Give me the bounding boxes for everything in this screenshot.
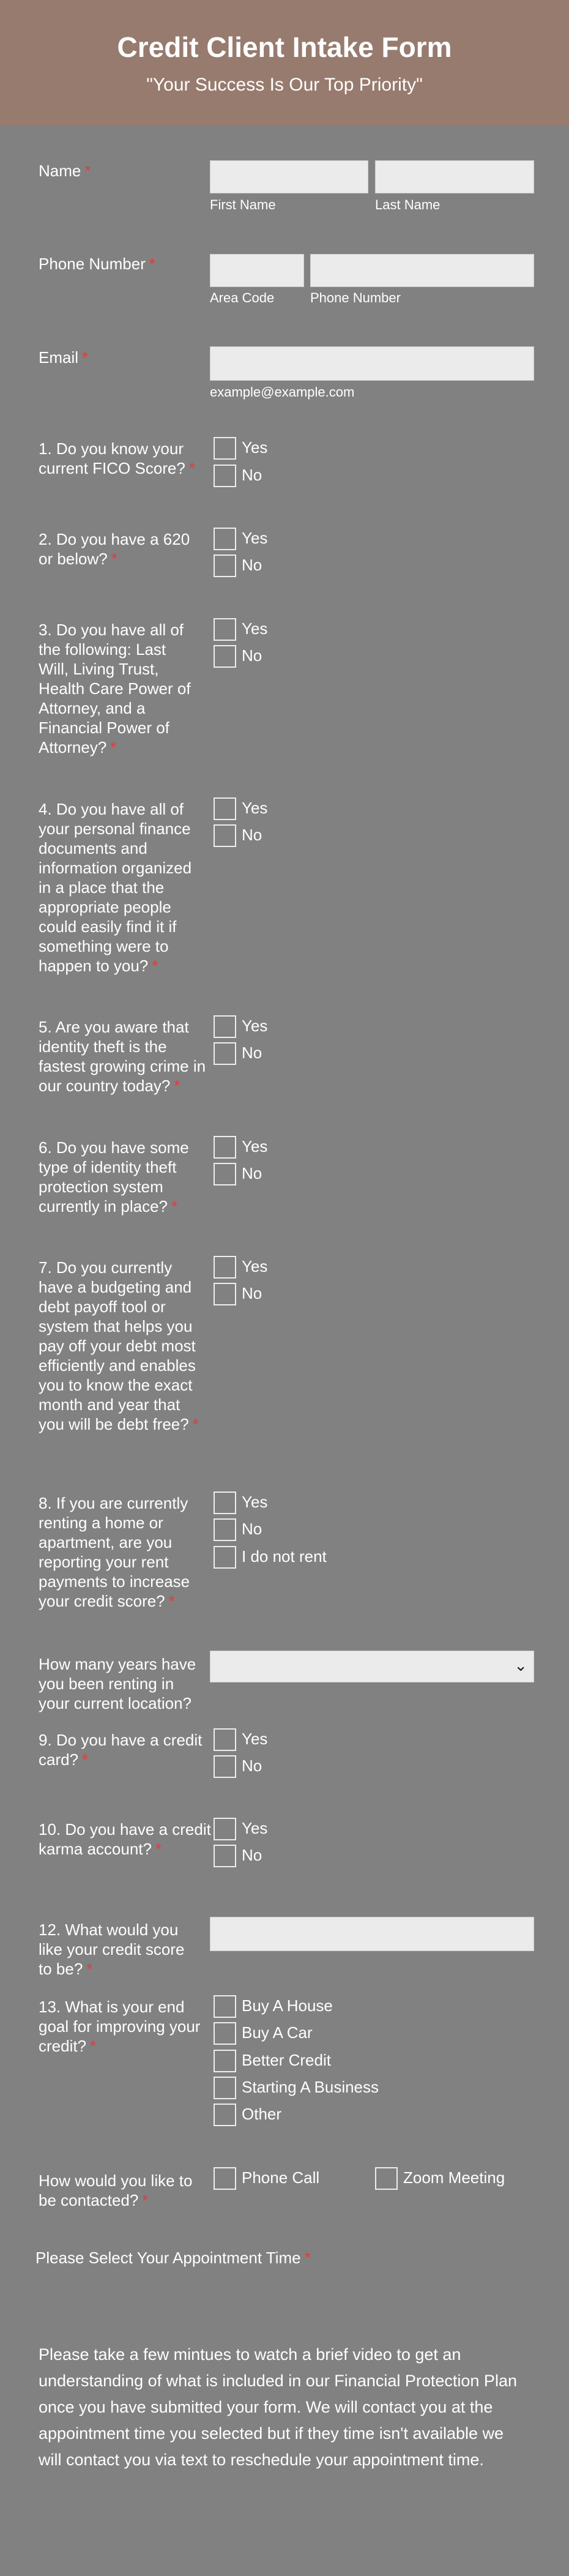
required-marker: * [90,2037,97,2055]
credit-score-goal-input[interactable] [210,1917,534,1951]
question-9-label: 9. Do you have a credit card? * [39,1731,203,1769]
required-marker: * [82,348,89,367]
checkbox[interactable] [214,645,236,668]
phone-number-input[interactable] [310,254,534,287]
contact-method-label: How would you like to be contacted? * [39,2171,193,2209]
checkbox[interactable] [214,528,236,550]
checkbox[interactable] [214,1283,236,1305]
required-marker: * [174,1077,180,1095]
checkbox[interactable] [214,1845,236,1867]
question-3-label: 3. Do you have all of the following: Last Will, Living Trust, Health Care Power of Attorney, and a Financial Power of Attorney? * [39,621,191,756]
question-4-label: 4. Do you have all of your personal finance documents and information organized in a place that the appropriate people could easily find it if something were to happen to you? * [39,800,192,975]
checkbox[interactable] [375,2167,398,2190]
required-marker: * [110,738,117,756]
required-marker: * [171,1197,178,1215]
required-marker: * [84,162,91,180]
area-code-input[interactable] [210,254,304,287]
checkbox[interactable] [214,618,236,641]
email-input[interactable] [210,346,534,381]
email-label: Email * [39,348,89,367]
phone-label: Phone Number * [39,255,156,273]
required-marker: * [155,1840,162,1858]
required-marker: * [168,1592,175,1610]
question-2-label: 2. Do you have a 620 or below? * [39,530,190,568]
required-marker: * [86,1960,93,1978]
email-sublabel: example@example.com [210,384,355,400]
checkbox[interactable] [214,1042,236,1065]
last-name-sublabel: Last Name [375,197,441,212]
required-marker: * [149,255,156,273]
form-title: Credit Client Intake Form [117,31,452,63]
checkbox[interactable] [214,1163,236,1185]
years-renting-label: How many years have you been renting in your current location? [39,1655,196,1712]
appointment-time-label: Please Select Your Appointment Time * [35,2249,311,2267]
checkbox[interactable] [214,2104,236,2126]
checkbox[interactable] [214,1728,236,1751]
required-marker: * [111,550,117,568]
checkbox[interactable] [214,1818,236,1840]
required-marker: * [152,957,158,975]
question-7-label: 7. Do you currently have a budgeting and debt payoff tool or system that helps you pay off your debt most efficiently and enables you to know the exact month and year that you will be debt free? * [39,1258,199,1433]
required-marker: * [142,2191,149,2209]
checkbox[interactable] [214,1256,236,1279]
checkbox[interactable] [214,1136,236,1159]
checkbox[interactable] [214,437,236,460]
required-marker: * [188,459,195,477]
checkbox[interactable] [214,1491,236,1514]
form-header [0,0,569,125]
form-subtitle: "Your Success Is Our Top Priority" [146,75,423,95]
checkbox[interactable] [214,554,236,577]
checkbox[interactable] [214,465,236,487]
checkbox[interactable] [214,2050,236,2072]
required-marker: * [192,1415,199,1433]
checkbox[interactable] [214,2167,236,2190]
area-code-sublabel: Area Code [210,290,275,305]
question-8-label: 8. If you are currently renting a home or apartment, are you reporting your rent payments to increase your credit score? * [39,1494,190,1610]
question-1-label: 1. Do you know your current FICO Score? * [39,439,195,477]
checkbox[interactable] [214,1015,236,1038]
checkbox[interactable] [214,824,236,847]
checkbox[interactable] [214,2022,236,2045]
question-5-label: 5. Are you aware that identity theft is the fastest growing crime in our country today? * [39,1018,206,1095]
checkbox[interactable] [214,1518,236,1541]
last-name-input[interactable] [375,160,534,193]
years-renting-select[interactable] [210,1651,534,1682]
question-12-label: 12. What would you like your credit score to be? * [39,1921,185,1978]
chevron-down-icon: ⌄ [514,1656,527,1674]
phone-number-sublabel: Phone Number [310,290,401,305]
required-marker: * [304,2249,311,2267]
checkbox[interactable] [214,2077,236,2099]
first-name-sublabel: First Name [210,197,276,212]
info-paragraph: Please take a few mintues to watch a brief video to get an understanding of what is included in our Financial Protection Plan once you have submitted your form. We will contact you at the appointment time you selected but if they time isn't available we will contact you via text to reschedule your appointment time. [39,2345,517,2469]
name-label: Name * [39,162,91,180]
checkbox[interactable] [214,797,236,820]
checkbox[interactable] [214,1546,236,1569]
question-6-label: 6. Do you have some type of identity theft protection system currently in place? * [39,1138,189,1215]
required-marker: * [82,1750,89,1769]
checkbox[interactable] [214,1995,236,2018]
checkbox[interactable] [214,1755,236,1778]
question-13-label: 13. What is your end goal for improving your credit? * [39,1998,201,2055]
question-10-label: 10. Do you have a credit karma account? * [39,1820,211,1858]
first-name-input[interactable] [210,160,368,193]
